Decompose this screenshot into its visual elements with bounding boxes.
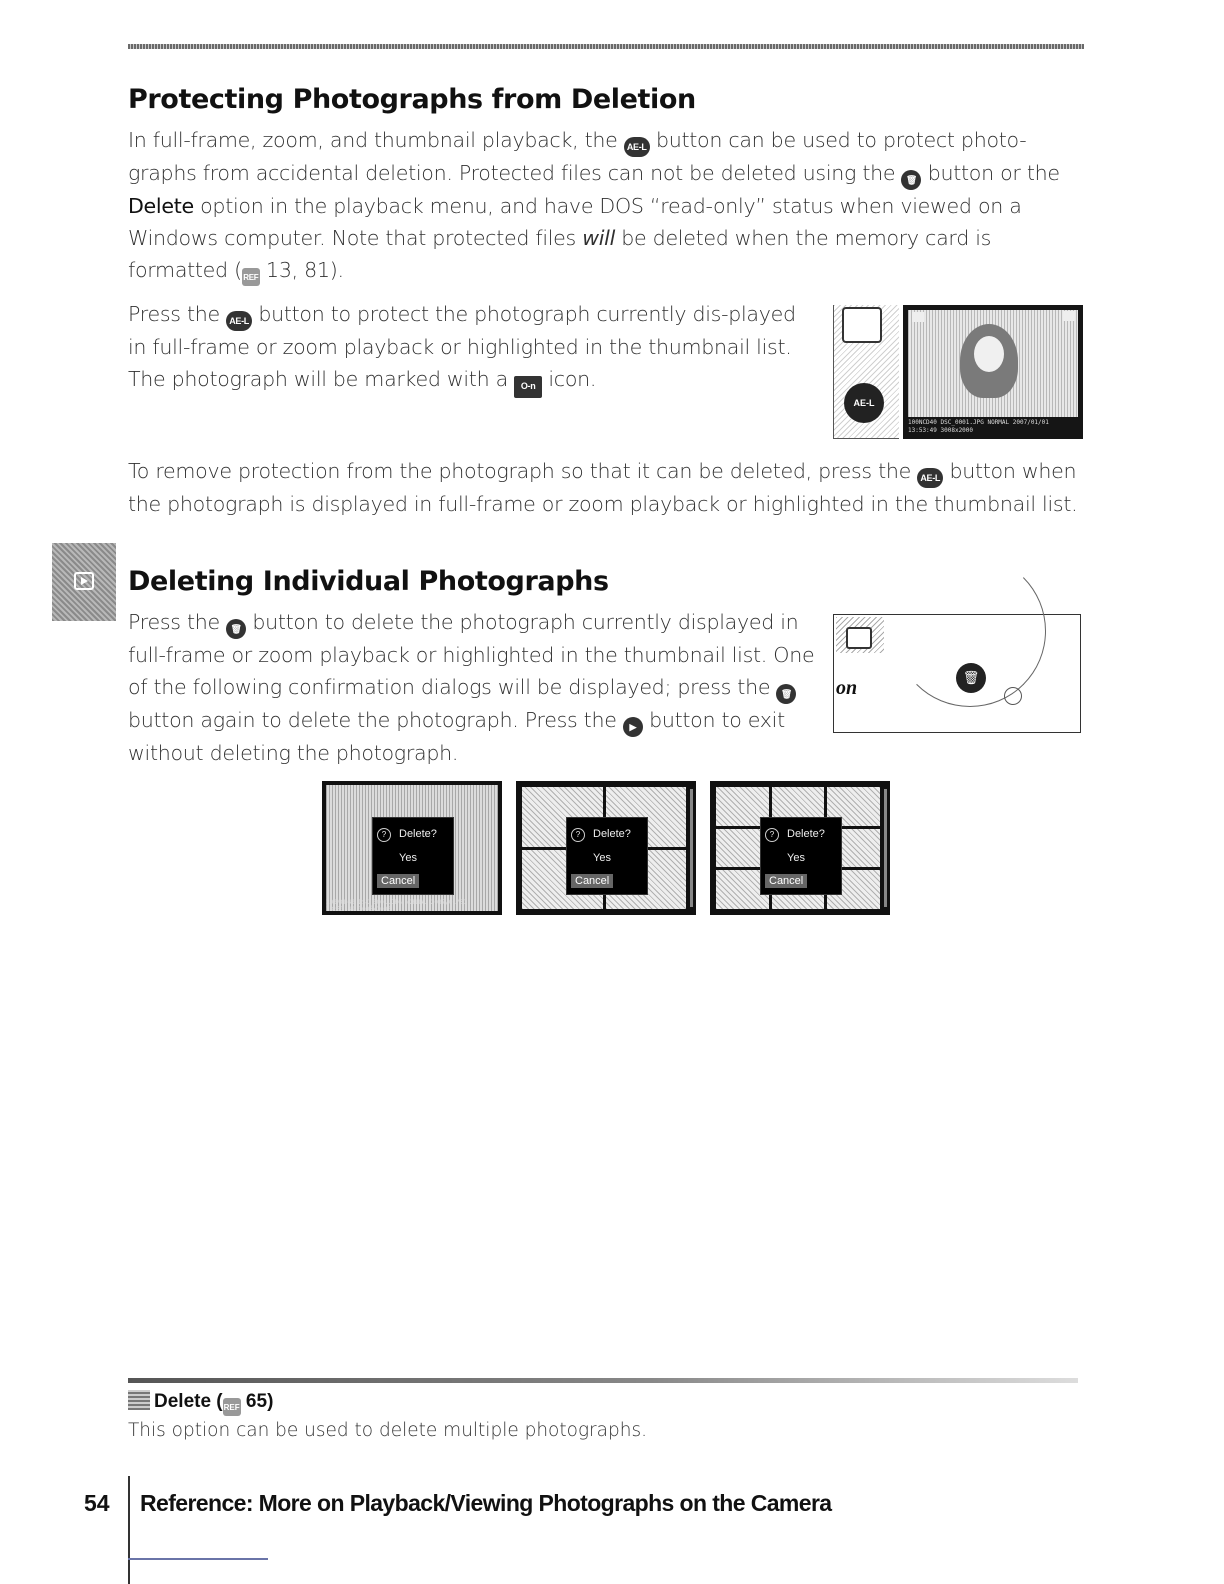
photo-info-bar: 100NCD40 DSC_0001.JPG NORMAL 2007/01/01 13:53:49 3008x2000 <box>908 419 1049 434</box>
reference-icon: REF <box>242 268 260 286</box>
camera-delete-button-illustration <box>833 614 1081 733</box>
lock-icon <box>846 627 872 649</box>
protect-mark-icon <box>912 312 924 322</box>
question-icon: ? <box>377 828 391 842</box>
question-icon: ? <box>765 828 779 842</box>
protect-mark-icon: O-n <box>514 376 542 398</box>
camera-button-ring <box>1004 687 1022 705</box>
delete-dialog-nine-thumbnails <box>710 781 890 915</box>
delete-dialog-full-frame <box>322 781 502 915</box>
yes-option: Yes <box>787 852 805 864</box>
playback-section-tab <box>52 543 116 621</box>
ae-l-button-icon: AE-L <box>226 311 252 331</box>
cancel-option: Cancel <box>571 874 613 888</box>
photo-thumbnail <box>908 310 1078 417</box>
ae-l-button-icon: AE-L <box>624 137 650 157</box>
photo-info-bar: 100NCD40 DSC_0001.JPG NORMAL 2007/01/01 13:53:49 3008x2000 <box>326 899 467 913</box>
note-text: This option can be used to delete multiple photographs. <box>128 1420 647 1441</box>
cancel-option: Cancel <box>377 874 419 888</box>
camera-protect-button-illustration <box>833 305 899 439</box>
note-heading: Delete (REF 65) <box>128 1390 273 1416</box>
cancel-option: Cancel <box>765 874 807 888</box>
menu-icon <box>128 1390 150 1410</box>
delete-confirm-box <box>566 817 648 895</box>
camera-brand-text: on <box>836 677 858 699</box>
protect-howto-paragraph: Press the AE-L button to protect the photograph currently dis-played in full-frame or zoom playback or highlighted in the thumbnail list. The photograph will be marked with a O-n icon. <box>128 298 820 398</box>
protect-intro-paragraph: In full-frame, zoom, and thumbnail playback, the AE-L button can be used to protect photo-graphs from accidental deletion. Protected files can not be deleted using the 🗑 button or the Delete option in the playback menu, and have DOS “read-only” status when viewed on a Windows computer. Note that protected files will be deleted when the memory card is formatted (REF 13, 81). <box>128 124 1084 286</box>
playback-button-icon: ▶ <box>623 717 643 737</box>
delete-dialog-four-thumbnails <box>516 781 696 915</box>
ae-l-button-icon: AE-L <box>917 468 943 488</box>
portrait-image <box>960 324 1018 398</box>
ae-l-button-icon: AE-L <box>844 383 884 423</box>
delete-confirm-box <box>372 817 454 895</box>
camera-lcd <box>836 617 884 653</box>
delete-question: Delete? <box>399 828 437 840</box>
delete-question: Delete? <box>593 828 631 840</box>
trash-icon: 🗑 <box>956 663 986 693</box>
trash-button-icon: 🗑 <box>226 619 246 639</box>
remove-protection-paragraph: To remove protection from the photograph so that it can be deleted, press the AE-L button when the photograph is displayed in full-frame or zoom playback or highlighted in the thumbnail list. <box>128 459 1078 516</box>
scrollbar <box>884 789 887 907</box>
footer-title: Reference: More on Playback/Viewing Photographs on the Camera <box>140 1490 832 1516</box>
frame-count-badge <box>1063 311 1075 321</box>
delete-paragraph: Press the 🗑 button to delete the photograph currently displayed in full-frame or zoom playback or highlighted in the thumbnail list. One of the following confirmation dialogs will be displayed; press the 🗑 button again to delete the photograph. Press the ▶ button to exit without deleting the photograph. <box>128 610 815 765</box>
playback-icon <box>74 572 94 590</box>
reference-icon: REF <box>223 1398 241 1416</box>
footer-underline <box>128 1558 268 1560</box>
top-rule <box>128 44 1084 49</box>
question-icon: ? <box>571 828 585 842</box>
protected-photo-screen <box>903 305 1083 439</box>
page-number: 54 <box>84 1490 110 1516</box>
lock-icon <box>842 307 882 343</box>
trash-button-icon: 🗑 <box>776 684 796 704</box>
delete-question: Delete? <box>787 828 825 840</box>
footer-divider <box>128 1476 130 1584</box>
trash-button-icon: 🗑 <box>901 170 921 190</box>
scrollbar <box>690 789 693 907</box>
note-rule <box>128 1378 1078 1383</box>
section-title-protecting: Protecting Photographs from Deletion <box>128 84 696 115</box>
section-title-deleting: Deleting Individual Photographs <box>128 566 609 597</box>
delete-confirm-box <box>760 817 842 895</box>
yes-option: Yes <box>593 852 611 864</box>
yes-option: Yes <box>399 852 417 864</box>
